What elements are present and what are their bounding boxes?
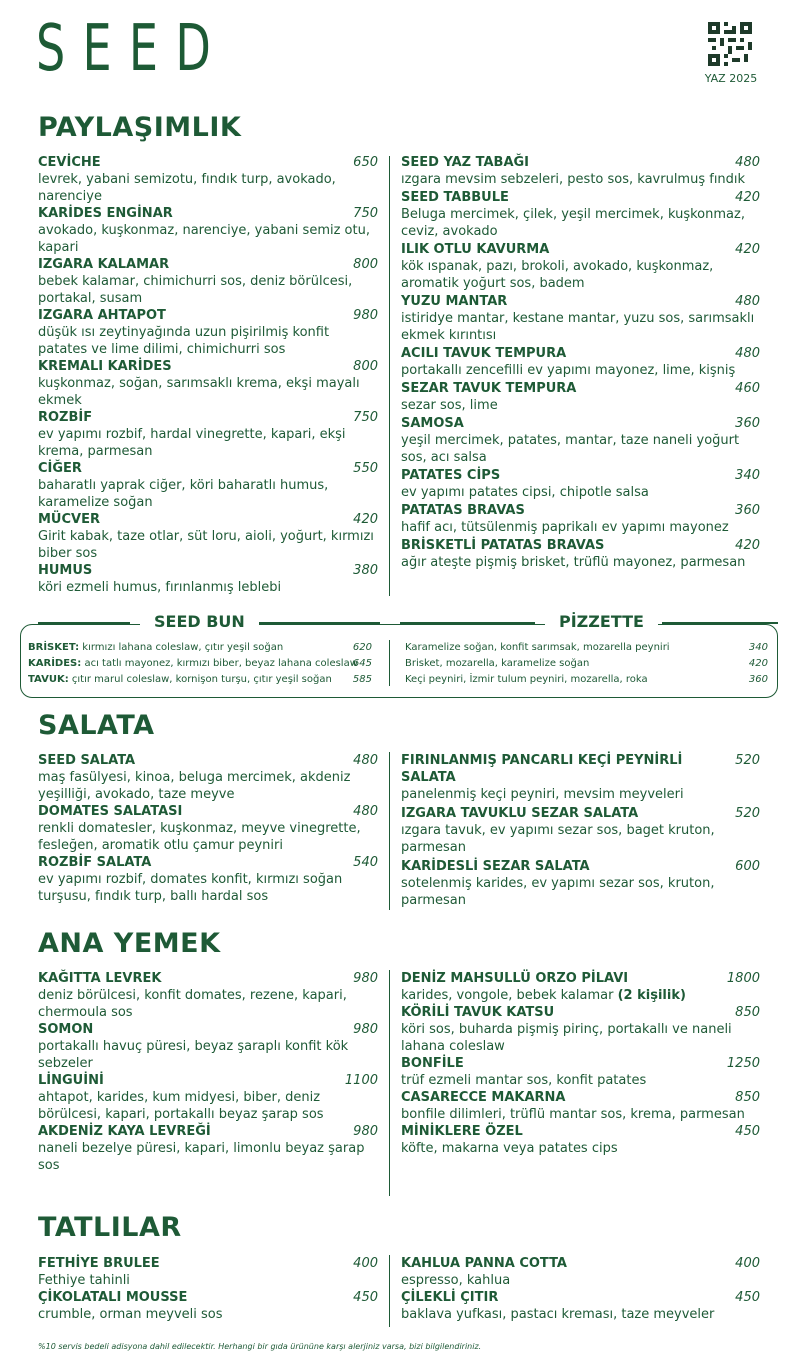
menu-item-price: 400: [735, 1256, 760, 1271]
menu-item-name: CİĞER: [38, 461, 82, 476]
menu-item-description: [401, 362, 760, 379]
menu-item-price: 480: [353, 753, 378, 768]
menu-item-description-text: levrek, yabani semizotu, fındık turp, avokado, narenciye: [38, 172, 336, 204]
menu-item[interactable]: [401, 154, 760, 188]
pizzette-item-price: 340: [748, 642, 768, 653]
menu-item-description-text: espresso, kahlua: [401, 1273, 511, 1288]
menu-item[interactable]: [401, 1123, 760, 1157]
menu-item[interactable]: [38, 1289, 378, 1323]
menu-item-description-text: baklava yufkası, pastacı kreması, taze meyveler: [401, 1307, 715, 1322]
menu-item[interactable]: [38, 1255, 378, 1289]
menu-item-description: [38, 1089, 378, 1123]
menu-item-price: 650: [353, 155, 378, 170]
menu-item-description-text: crumble, orman meyveli sos: [38, 1307, 223, 1322]
menu-item-name: SEED TABBULE: [401, 190, 509, 205]
paylasimlik-left-column: [38, 154, 378, 596]
menu-item-description: [401, 171, 760, 188]
menu-item-description: [401, 786, 760, 803]
menu-item[interactable]: [401, 467, 760, 501]
menu-item-name: BRİSKETLİ PATATAS BRAVAS: [401, 538, 605, 553]
column-divider: [389, 156, 390, 596]
menu-item-price: 1250: [726, 1056, 760, 1071]
ana-yemek-right-column: [401, 970, 760, 1157]
menu-item-description: [401, 432, 760, 466]
menu-item-description: [38, 820, 378, 854]
seed-bun-list: [28, 640, 372, 688]
menu-item-price: 850: [735, 1005, 760, 1020]
menu-item[interactable]: [401, 293, 760, 344]
menu-item-name: HUMUS: [38, 563, 93, 578]
menu-item-description-text: Girit kabak, taze otlar, süt loru, aioli, yoğurt, kırmızı biber sos: [38, 529, 374, 561]
season-label: YAZ 2025: [704, 72, 758, 85]
menu-item[interactable]: [401, 805, 760, 856]
menu-item-price: 750: [353, 410, 378, 425]
menu-item-name: SEED SALATA: [38, 753, 136, 768]
menu-item-name: SEZAR TAVUK TEMPURA: [401, 381, 577, 396]
menu-item-description: [401, 206, 760, 240]
menu-item-description-text: istiridye mantar, kestane mantar, yuzu sos, sarımsaklı ekmek kırıntısı: [401, 311, 755, 343]
brand-logo: SEED: [36, 12, 229, 86]
menu-item-description: [401, 1072, 760, 1089]
seed-bun-item-label: KARİDES:: [28, 658, 82, 669]
menu-item-name: FIRINLANMIŞ PANCARLI KEÇİ PEYNİRLİ SALATA: [401, 753, 683, 785]
menu-item-name: LİNGUİNİ: [38, 1073, 104, 1088]
menu-item[interactable]: [401, 189, 760, 240]
section-title-tatlilar: TATLILAR: [38, 1212, 182, 1243]
menu-item-description-text: Fethiye tahinli: [38, 1273, 130, 1288]
menu-item-description: [38, 987, 378, 1021]
menu-item-description-text: ağır ateşte pişmiş brisket, trüflü mayonez, parmesan: [401, 555, 746, 570]
menu-item-price: 800: [353, 359, 378, 374]
menu-item-description: [38, 273, 378, 307]
menu-item[interactable]: [401, 345, 760, 379]
menu-item-description: [401, 310, 760, 344]
menu-item[interactable]: [38, 205, 378, 256]
menu-item-description-text: maş fasülyesi, kinoa, beluga mercimek, akdeniz yeşilliği, avokado, taze meyve: [38, 770, 351, 802]
menu-item-name: FETHİYE BRULEE: [38, 1256, 160, 1271]
menu-item-description-text: köfte, makarna veya patates cips: [401, 1141, 618, 1156]
seed-bun-item-label: BRİSKET:: [28, 642, 80, 653]
menu-item-description: [401, 1021, 760, 1055]
menu-item-description: [401, 519, 760, 536]
menu-item-price: 480: [735, 155, 760, 170]
menu-item-description: [401, 875, 760, 909]
menu-item-description: [38, 375, 378, 409]
menu-item[interactable]: [38, 511, 378, 562]
pizzette-item-description: Keçi peyniri, İzmir tulum peyniri, mozarella, roka: [405, 674, 648, 685]
menu-item-description: [38, 769, 378, 803]
section-title-ana-yemek: ANA YEMEK: [38, 928, 221, 959]
menu-item-price: 340: [735, 468, 760, 483]
menu-item-description-text: ızgara mevsim sebzeleri, pesto sos, kavrulmuş fındık: [401, 172, 746, 187]
seed-bun-item-label: TAVUK:: [28, 674, 69, 685]
menu-item-description: [38, 1272, 378, 1289]
menu-item-price: 400: [353, 1256, 378, 1271]
menu-item[interactable]: [38, 752, 378, 803]
menu-item-description-text: kök ıspanak, pazı, brokoli, avokado, kuşkonmaz, aromatik yoğurt sos, badem: [401, 259, 714, 291]
menu-item[interactable]: [38, 1123, 378, 1174]
menu-item[interactable]: [401, 1289, 760, 1323]
menu-item-description: [38, 579, 378, 596]
seed-bun-item-description: acı tatlı mayonez, kırmızı biber, beyaz lahana coleslaw: [84, 658, 358, 669]
menu-item-price: 750: [353, 206, 378, 221]
menu-item-name: AKDENİZ KAYA LEVREĞİ: [38, 1124, 211, 1139]
menu-item-name: MİNİKLERE ÖZEL: [401, 1124, 523, 1139]
menu-item-description-text: ev yapımı rozbif, domates konfit, kırmızı soğan turşusu, fındık turp, ballı hardal sos: [38, 872, 343, 904]
menu-item[interactable]: [38, 1021, 378, 1072]
menu-item-description-text: bebek kalamar, chimichurri sos, deniz börülcesi, portakal, susam: [38, 274, 353, 306]
menu-item-name: IZGARA AHTAPOT: [38, 308, 166, 323]
menu-item-description-text: baharatlı yaprak ciğer, köri baharatlı humus, karamelize soğan: [38, 478, 329, 510]
menu-item-description-text: kuşkonmaz, soğan, sarımsaklı krema, ekşi mayalı ekmek: [38, 376, 360, 408]
menu-item-price: 460: [735, 381, 760, 396]
menu-item[interactable]: [38, 803, 378, 854]
menu-item-name: ÇİLEKLİ ÇITIR: [401, 1290, 499, 1305]
menu-item-description: [401, 258, 760, 292]
menu-item-price: 980: [353, 971, 378, 986]
menu-item-description: [38, 528, 378, 562]
menu-item-name: DOMATES SALATASI: [38, 804, 183, 819]
menu-item[interactable]: [401, 1004, 760, 1055]
menu-item-price: 1800: [726, 971, 760, 986]
menu-item[interactable]: [38, 409, 378, 460]
pizzette-item[interactable]: [405, 672, 768, 688]
menu-item-description-text: deniz börülcesi, konfit domates, rezene, kapari, chermoula sos: [38, 988, 347, 1020]
menu-item-name: BONFİLE: [401, 1056, 464, 1071]
menu-item[interactable]: [401, 858, 760, 909]
menu-item-description-text: sezar sos, lime: [401, 398, 498, 413]
menu-item-description-text: renkli domatesler, kuşkonmaz, meyve vinegrette, fesleğen, aromatik otlu çamur peyniri: [38, 821, 361, 853]
menu-item-name: DENİZ MAHSULLÜ ORZO PİLAVI: [401, 971, 629, 986]
pizzette-item[interactable]: [405, 640, 768, 656]
menu-item-description: [401, 1140, 760, 1157]
menu-item-name: ROZBİF SALATA: [38, 855, 152, 870]
column-divider: [389, 1255, 390, 1327]
section-title-paylasimlik: PAYLAŞIMLIK: [38, 112, 242, 143]
menu-item-price: 450: [735, 1290, 760, 1305]
pizzette-list: [405, 640, 768, 688]
menu-item-name: CEVİCHE: [38, 155, 101, 170]
menu-item[interactable]: [401, 241, 760, 292]
menu-item[interactable]: [38, 460, 378, 511]
menu-item-price: 520: [735, 753, 760, 768]
seed-bun-item-price: 620: [352, 642, 372, 653]
menu-item-price: 850: [735, 1090, 760, 1105]
menu-item-name: IZGARA TAVUKLU SEZAR SALATA: [401, 806, 639, 821]
menu-item-description: [38, 1038, 378, 1072]
pizzette-item-description: Brisket, mozarella, karamelize soğan: [405, 658, 590, 669]
section-title-salata: SALATA: [38, 710, 155, 741]
menu-item-price: 360: [735, 503, 760, 518]
menu-item[interactable]: [38, 854, 378, 905]
menu-item-description-text: köri ezmeli humus, fırınlanmış leblebi: [38, 580, 282, 595]
menu-item-price: 450: [735, 1124, 760, 1139]
menu-item-description: [38, 222, 378, 256]
menu-item-name: KAĞITTA LEVREK: [38, 971, 162, 986]
menu-item-description: [38, 426, 378, 460]
menu-item[interactable]: [401, 1255, 760, 1289]
tatlilar-left-column: [38, 1255, 378, 1323]
menu-item-price: 420: [735, 538, 760, 553]
menu-item-description-text: naneli bezelye püresi, kapari, limonlu beyaz şarap sos: [38, 1141, 365, 1173]
seed-bun-title: SEED BUN: [140, 612, 259, 631]
menu-item-name: KAHLUA PANNA COTTA: [401, 1256, 567, 1271]
menu-item-price: 450: [353, 1290, 378, 1305]
menu-item-description-text: trüf ezmeli mantar sos, konfit patates: [401, 1073, 647, 1088]
menu-item-price: 420: [735, 190, 760, 205]
menu-item[interactable]: [401, 502, 760, 536]
menu-item-name: KREMALI KARİDES: [38, 359, 172, 374]
menu-item-description-text: ızgara tavuk, ev yapımı sezar sos, baget kruton, parmesan: [401, 823, 715, 855]
menu-item[interactable]: [38, 256, 378, 307]
ana-yemek-left-column: [38, 970, 378, 1174]
menu-item[interactable]: [401, 1089, 760, 1123]
pizzette-title: PİZZETTE: [545, 612, 658, 631]
menu-item[interactable]: [38, 970, 378, 1021]
menu-item-price: 380: [353, 563, 378, 578]
seed-bun-item[interactable]: [28, 672, 372, 688]
menu-item-price: 360: [735, 416, 760, 431]
menu-item-price: 480: [353, 804, 378, 819]
menu-item-description-text: ahtapot, karides, kum midyesi, biber, deniz börülcesi, kapari, portakallı beyaz şarap sos: [38, 1090, 324, 1122]
pizzette-item-price: 360: [748, 674, 768, 685]
menu-item-price: 980: [353, 1022, 378, 1037]
menu-item-description: [401, 1106, 760, 1123]
menu-item-description: [38, 871, 378, 905]
menu-item-description-text: düşük ısı zeytinyağında uzun pişirilmiş konfit patates ve lime dilimi, chimichurri sos: [38, 325, 330, 357]
menu-item[interactable]: [38, 154, 378, 205]
tatlilar-right-column: [401, 1255, 760, 1323]
menu-item-name: PATATES CİPS: [401, 468, 501, 483]
seed-bun-item-description: çıtır marul coleslaw, kornişon turşu, çıtır yeşil soğan: [71, 674, 332, 685]
menu-item[interactable]: [401, 380, 760, 414]
menu-item-description-text: avokado, kuşkonmaz, narenciye, yabani semiz otu, kapari: [38, 223, 370, 255]
menu-item[interactable]: [401, 752, 760, 803]
menu-item-description-text: hafif acı, tütsülenmiş paprikalı ev yapımı mayonez: [401, 520, 729, 535]
column-divider: [389, 752, 390, 910]
menu-item-description: [401, 554, 760, 571]
menu-item[interactable]: [401, 1055, 760, 1089]
menu-item-name: CASARECCE MAKARNA: [401, 1090, 566, 1105]
menu-item-name: SAMOSA: [401, 416, 464, 431]
menu-item-name: ÇİKOLATALI MOUSSE: [38, 1290, 188, 1305]
seed-bun-item-price: 645: [352, 658, 372, 669]
menu-item-price: 480: [735, 346, 760, 361]
menu-item[interactable]: [401, 970, 760, 1004]
salata-left-column: [38, 752, 378, 905]
pizzette-item[interactable]: [405, 656, 768, 672]
menu-item-description: [401, 1272, 760, 1289]
menu-item-description-text: ev yapımı rozbif, hardal vinegrette, kapari, ekşi krema, parmesan: [38, 427, 346, 459]
menu-item-description: [38, 477, 378, 511]
salata-right-column: [401, 752, 760, 911]
menu-item[interactable]: [401, 537, 760, 571]
menu-item-name: IZGARA KALAMAR: [38, 257, 170, 272]
menu-item-price: 1100: [344, 1073, 378, 1088]
menu-item-description: [401, 1306, 760, 1323]
qr-code-icon[interactable]: [708, 22, 752, 66]
menu-item-description-text: ev yapımı patates cipsi, chipotle salsa: [401, 485, 649, 500]
seed-bun-item[interactable]: [28, 656, 372, 672]
menu-item-description: [401, 484, 760, 501]
paylasimlik-right-column: [401, 154, 760, 572]
menu-item-description: [38, 324, 378, 358]
menu-item-description-text: portakallı havuç püresi, beyaz şaraplı konfit kök sebzeler: [38, 1039, 349, 1071]
menu-item-price: 420: [353, 512, 378, 527]
menu-item-price: 600: [735, 859, 760, 874]
menu-item-description-text: panelenmiş keçi peyniri, mevsim meyveleri: [401, 787, 684, 802]
menu-item-description-text: karides, vongole, bebek kalamar: [401, 988, 614, 1003]
pizzette-item-price: 420: [748, 658, 768, 669]
menu-item[interactable]: [38, 562, 378, 596]
menu-item-name: SEED YAZ TABAĞI: [401, 155, 530, 170]
menu-item-description-note: (2 kişilik): [617, 988, 686, 1003]
menu-item-name: ACILI TAVUK TEMPURA: [401, 346, 567, 361]
menu-item-description-text: sotelenmiş karides, ev yapımı sezar sos, kruton, parmesan: [401, 876, 715, 908]
menu-item[interactable]: [38, 307, 378, 358]
menu-item[interactable]: [38, 358, 378, 409]
menu-item-description: [401, 822, 760, 856]
menu-item-name: KARİDES ENGİNAR: [38, 206, 173, 221]
pizzette-item-description: Karamelize soğan, konfit sarımsak, mozarella peyniri: [405, 642, 670, 653]
seed-bun-item[interactable]: [28, 640, 372, 656]
seed-bun-item-description: kırmızı lahana coleslaw, çıtır yeşil soğan: [82, 642, 284, 653]
footer-note: %10 servis bedeli adisyona dahil edilecektir. Herhangi bir gıda ürününe karşı alerjiniz varsa, bizi bilgilendiriniz.: [38, 1342, 482, 1351]
menu-item-description-text: köri sos, buharda pişmiş pirinç, portakallı ve naneli lahana coleslaw: [401, 1022, 732, 1054]
menu-item-description-text: portakallı zencefilli ev yapımı mayonez, lime, kişniş: [401, 363, 736, 378]
menu-item-name: YUZU MANTAR: [401, 294, 508, 309]
menu-item-price: 540: [353, 855, 378, 870]
menu-item-description: [401, 987, 760, 1004]
menu-item-price: 480: [735, 294, 760, 309]
seed-bun-item-price: 585: [352, 674, 372, 685]
menu-item-price: 550: [353, 461, 378, 476]
column-divider: [389, 970, 390, 1196]
menu-item-description-text: bonfile dilimleri, trüflü mantar sos, krema, parmesan: [401, 1107, 745, 1122]
menu-item-price: 980: [353, 1124, 378, 1139]
menu-item-name: KARİDESLİ SEZAR SALATA: [401, 859, 590, 874]
menu-item-description-text: yeşil mercimek, patates, mantar, taze naneli yoğurt sos, acı salsa: [401, 433, 740, 465]
menu-item-name: ROZBİF: [38, 410, 93, 425]
menu-item-description: [38, 171, 378, 205]
menu-item-price: 520: [735, 806, 760, 821]
menu-item[interactable]: [401, 415, 760, 466]
menu-item-name: PATATAS BRAVAS: [401, 503, 525, 518]
menu-item-price: 420: [735, 242, 760, 257]
menu-item-description: [38, 1140, 378, 1174]
menu-item-name: SOMON: [38, 1022, 94, 1037]
menu-item-name: MÜCVER: [38, 512, 100, 527]
menu-item-name: KÖRİLİ TAVUK KATSU: [401, 1005, 555, 1020]
menu-item[interactable]: [38, 1072, 378, 1123]
menu-item-name: ILIK OTLU KAVURMA: [401, 242, 550, 257]
menu-item-description-text: Beluga mercimek, çilek, yeşil mercimek, kuşkonmaz, ceviz, avokado: [401, 207, 745, 239]
menu-item-description: [38, 1306, 378, 1323]
menu-item-price: 980: [353, 308, 378, 323]
menu-item-description: [401, 397, 760, 414]
menu-item-price: 800: [353, 257, 378, 272]
